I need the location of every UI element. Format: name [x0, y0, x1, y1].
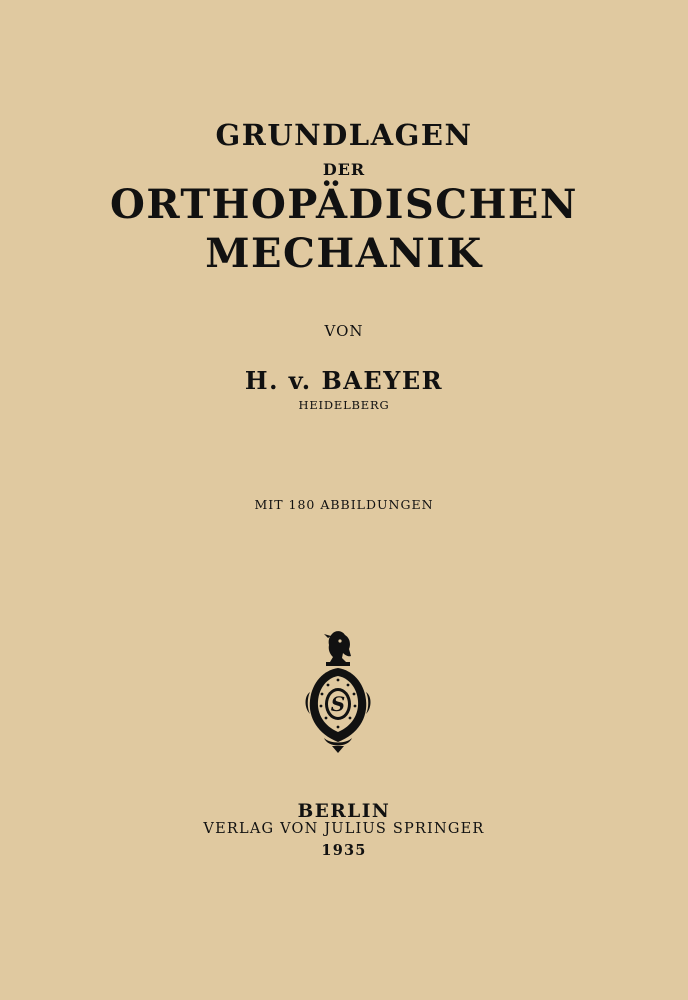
author-place: HEIDELBERG — [298, 398, 390, 412]
imprint-publisher: VERLAG VON JULIUS SPRINGER — [203, 821, 485, 837]
title-line-1: GRUNDLAGEN — [215, 118, 473, 152]
illustrations-note: MIT 180 ABBILDUNGEN — [254, 497, 434, 512]
title-line-4: MECHANIK — [205, 230, 483, 277]
author-by: VON — [324, 322, 364, 340]
title-line-2: DER — [322, 160, 366, 179]
springer-knight-logo-icon — [304, 630, 372, 754]
author-name: H. v. BAEYER — [244, 366, 444, 395]
imprint-year: 1935 — [321, 842, 367, 859]
title-line-3: ORTHOPÄDISCHEN — [110, 181, 578, 228]
imprint-city: BERLIN — [297, 801, 391, 822]
logo-monogram: S — [330, 692, 346, 716]
